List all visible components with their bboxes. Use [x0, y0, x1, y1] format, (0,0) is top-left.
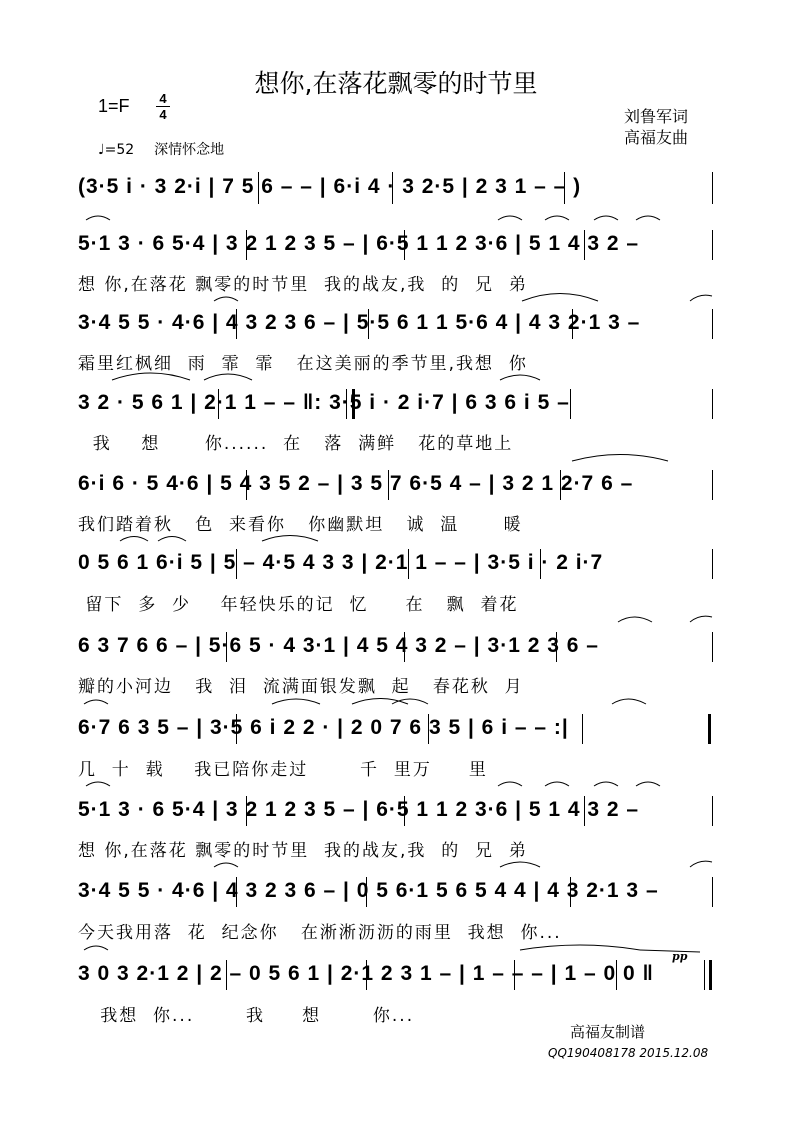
bar-line	[236, 877, 237, 907]
bar-line	[712, 796, 713, 826]
lyrics-row: 想 你,在落花 飘零的时节里 我的战友,我 的 兄 弟	[78, 841, 528, 861]
bar-line	[226, 632, 227, 662]
bar-line	[392, 172, 393, 204]
lyrics-row: 我们踏着秋 色 来看你 你幽默坦 诚 温 暖	[78, 515, 523, 535]
lyrics-row: 我 想 你...... 在 落 满鲜 花的草地上	[78, 434, 514, 454]
bar-line	[246, 796, 247, 826]
bar-line	[408, 549, 409, 579]
bar-line	[582, 714, 583, 744]
lyrics-row: 瓣的小河边 我 泪 流满面银发飘 起 春花秋 月	[78, 677, 524, 697]
contact-stamp: QQ190408178 2015.12.08	[548, 1046, 709, 1060]
bar-line	[712, 549, 713, 579]
notation-row: 3·4 5 5 · 4·6 | 4 3 2 3 6 – | 0 5 6·1 5 6 5 4 4 | 4 3 2·1 3 –	[78, 879, 659, 902]
notation-row: 5·1 3 · 6 5·4 | 3 2 1 2 3 5 – | 6·5 1 1 2 3·6 | 5 1 4 3 2 –	[78, 798, 640, 821]
bar-line	[570, 877, 571, 907]
bar-line	[570, 389, 571, 419]
repeat-end	[708, 714, 711, 744]
bar-line	[712, 389, 713, 419]
bar-line	[712, 230, 713, 260]
notation-row: 6·i 6 · 5 4·6 | 5 4 3 5 2 – | 3 5 7 6·5 4 – | 3 2 1 2·7 6 –	[78, 472, 634, 495]
bar-line	[404, 796, 405, 826]
bar-line	[366, 960, 367, 990]
bar-line	[246, 470, 247, 500]
final-bar-line	[709, 960, 712, 990]
expression-marking: 深情怀念地	[154, 142, 225, 158]
notation-row: 3 0 3 2·1 2 | 2 – 0 5 6 1 | 2·1 2 3 1 – | 1 – – – | 1 – 0 0 ‖	[78, 962, 654, 985]
bar-line	[346, 389, 347, 419]
notation-row: 6 3 7 6 6 – | 5·6 5 · 4 3·1 | 4 5 4 3 2 – | 3·1 2 3 6 –	[78, 634, 599, 657]
bar-line	[556, 632, 557, 662]
bar-line	[514, 960, 515, 990]
bar-line	[560, 470, 561, 500]
lyrics-row: 留下 多 少 年轻快乐的记 忆 在 飘 着花	[78, 595, 519, 615]
notation-row: 5·1 3 · 6 5·4 | 3 2 1 2 3 5 – | 6·5 1 1 2 3·6 | 5 1 4 3 2 –	[78, 232, 640, 255]
bar-line	[584, 230, 585, 260]
bar-line	[236, 714, 237, 744]
bar-line	[258, 172, 259, 204]
lyrics-row: 我想 你... 我 想 你...	[78, 1006, 415, 1026]
time-signature-top: 4	[159, 91, 167, 106]
notation-row: 6·7 6 3 5 – | 3·5 6 i 2 2 · | 2 0 7 6 3 5 | 6 i – – :|	[78, 716, 569, 739]
bar-line	[368, 309, 369, 339]
bar-line	[236, 549, 237, 579]
bar-line	[572, 309, 573, 339]
lyrics-row: 几 十 载 我已陪你走过 千 里万 里	[78, 760, 488, 780]
bar-line	[226, 960, 227, 990]
bar-line	[218, 389, 219, 419]
bar-line	[404, 230, 405, 260]
notation-row: 3 2 · 5 6 1 | 2·1 1 – – ‖: 3·5 i · 2 i·7 | 6 3 6 i 5 –	[78, 391, 570, 414]
lyrics-row: 今天我用落 花 纪念你 在淅淅沥沥的雨里 我想 你...	[78, 923, 562, 943]
bar-line	[584, 796, 585, 826]
bar-line	[712, 309, 713, 339]
bar-line	[388, 470, 389, 500]
key-signature: 1=F	[98, 96, 130, 116]
notation-row: 3·4 5 5 · 4·6 | 4 3 2 3 6 – | 5·5 6 1 1 5·6 4 | 4 3 2·1 3 –	[78, 311, 641, 334]
bar-line	[712, 470, 713, 500]
bar-line	[712, 172, 713, 204]
bar-line	[428, 714, 429, 744]
lyricist: 刘鲁军词	[624, 107, 689, 126]
bar-line	[540, 549, 541, 579]
bar-line	[712, 632, 713, 662]
bar-line	[366, 877, 367, 907]
bar-line	[404, 632, 405, 662]
notation-row: (3·5 i · 3 2·i | 7 5 6 – – | 6·i 4 · 3 2·5 | 2 3 1 – – )	[78, 175, 582, 198]
bar-line	[616, 960, 617, 990]
tempo-value: ♩=52	[98, 142, 135, 158]
composer: 高福友曲	[624, 128, 689, 147]
bar-line	[704, 960, 705, 990]
notation-row: 0 5 6 1 6·i 5 | 5 – 4·5 4 3 3 | 2·1 1 – – | 3·5 i · 2 i·7	[78, 551, 604, 574]
repeat-start	[352, 389, 355, 419]
bar-line	[236, 309, 237, 339]
lyrics-row: 霜里红枫细 雨 霏 霏 在这美丽的季节里,我想 你	[78, 354, 528, 374]
time-signature-bottom: 4	[159, 107, 167, 122]
bar-line	[246, 230, 247, 260]
bar-line	[712, 877, 713, 907]
lyrics-row: 想 你,在落花 飘零的时节里 我的战友,我 的 兄 弟	[78, 275, 528, 295]
bar-line	[564, 172, 565, 204]
song-title: 想你,在落花飘零的时节里	[254, 69, 538, 98]
dynamic-marking: pp	[672, 950, 688, 963]
arranger-credit: 高福友制谱	[570, 1023, 646, 1041]
